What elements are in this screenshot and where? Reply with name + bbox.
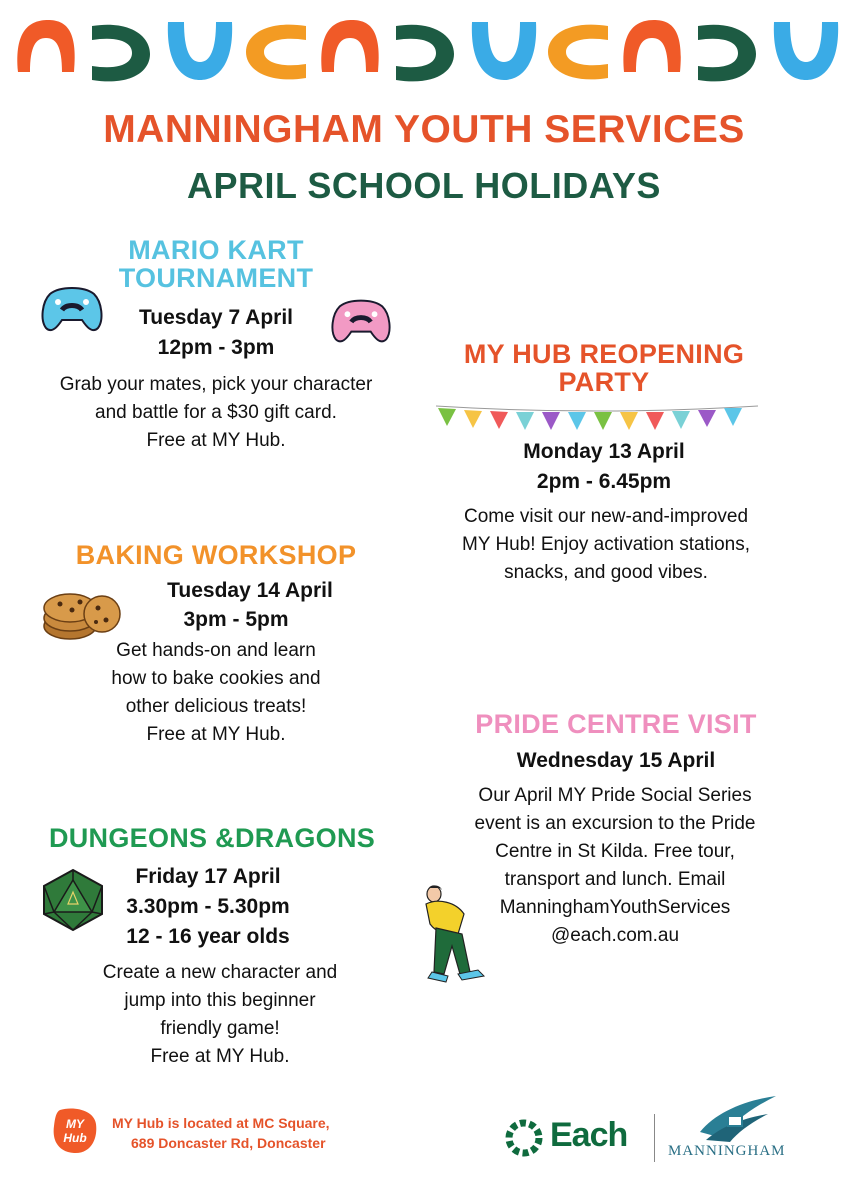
d20-dice-icon bbox=[40, 868, 106, 932]
location-text bbox=[112, 1113, 372, 1153]
event-date: Monday 13 April bbox=[523, 440, 685, 463]
event-description bbox=[420, 503, 792, 587]
desc-line: @each.com.au bbox=[550, 925, 680, 946]
pattern-shape bbox=[92, 25, 150, 82]
event-time: 3.30pm - 5.30pm bbox=[126, 895, 290, 918]
gamepad-icon bbox=[330, 290, 392, 350]
myhub-logo bbox=[50, 1106, 100, 1156]
event-time: 12pm - 3pm bbox=[157, 336, 275, 359]
event-title: PRIDE CENTRE VISIT bbox=[475, 709, 757, 739]
svg-text:MY: MY bbox=[66, 1117, 84, 1131]
event-description bbox=[20, 371, 412, 455]
event-description bbox=[76, 637, 356, 749]
person-illustration bbox=[418, 884, 498, 988]
pattern-shape bbox=[246, 25, 306, 80]
desc-line: transport and lunch. Email bbox=[504, 869, 726, 890]
desc-line: Create a new character and bbox=[102, 962, 338, 983]
desc-line: Grab your mates, pick your character bbox=[59, 374, 373, 395]
event-reopening bbox=[424, 340, 784, 396]
event-title: BAKING WORKSHOP bbox=[75, 540, 357, 570]
location-line: 689 Doncaster Rd, Doncaster bbox=[131, 1135, 326, 1151]
event-title: PARTY bbox=[558, 367, 650, 397]
pattern-shape bbox=[472, 22, 536, 80]
event-title: MARIO KART bbox=[128, 235, 304, 265]
header-pattern bbox=[0, 0, 848, 90]
desc-line: snacks, and good vibes. bbox=[504, 562, 708, 583]
desc-line: MY Hub! Enjoy activation stations, bbox=[462, 534, 750, 555]
gamepad-icon bbox=[40, 280, 104, 336]
desc-line: friendly game! bbox=[160, 1018, 280, 1039]
event-mario-kart bbox=[60, 236, 372, 292]
event-date: Friday 17 April bbox=[135, 865, 281, 888]
svg-text:Hub: Hub bbox=[63, 1131, 87, 1145]
event-title: DUNGEONS &DRAGONS bbox=[48, 823, 376, 853]
desc-line: Our April MY Pride Social Series bbox=[478, 785, 752, 806]
desc-line: other delicious treats! bbox=[125, 696, 307, 717]
desc-line: Free at MY Hub. bbox=[150, 1046, 290, 1067]
each-logo-mark bbox=[502, 1118, 548, 1158]
event-title: TOURNAMENT bbox=[118, 263, 314, 293]
page-title: MANNINGHAM YOUTH SERVICES bbox=[103, 108, 745, 151]
cookies-icon bbox=[40, 582, 122, 644]
desc-line: Centre in St Kilda. Free tour, bbox=[495, 841, 735, 862]
pattern-shape bbox=[17, 20, 74, 72]
pattern-shape bbox=[396, 25, 454, 82]
desc-line: and battle for a $30 gift card. bbox=[95, 402, 337, 423]
event-time: 2pm - 6.45pm bbox=[536, 470, 672, 493]
desc-line: Free at MY Hub. bbox=[146, 724, 286, 745]
desc-line: Come visit our new-and-improved bbox=[463, 506, 749, 527]
desc-line: Get hands-on and learn bbox=[116, 640, 316, 661]
pattern-shape bbox=[774, 22, 838, 80]
pattern-shape bbox=[548, 25, 608, 80]
pattern-shape bbox=[168, 22, 232, 80]
pattern-shape bbox=[623, 20, 680, 72]
event-date: Tuesday 14 April bbox=[167, 579, 333, 602]
pattern-shape bbox=[321, 20, 378, 72]
event-date: Tuesday 7 April bbox=[138, 306, 294, 329]
footer-divider bbox=[654, 1114, 655, 1162]
manningham-logo-mark bbox=[696, 1092, 778, 1144]
page-subtitle: APRIL SCHOOL HOLIDAYS bbox=[187, 165, 661, 206]
bunting-icon bbox=[436, 402, 758, 436]
event-time: 3pm - 5pm bbox=[183, 608, 289, 631]
manningham-logo: MANNINGHAM bbox=[668, 1143, 786, 1159]
desc-line: jump into this beginner bbox=[124, 990, 316, 1011]
each-logo: Each bbox=[550, 1116, 628, 1154]
location-line: MY Hub is located at MC Square, bbox=[112, 1115, 330, 1131]
event-title: MY HUB REOPENING bbox=[463, 339, 745, 369]
event-description bbox=[60, 959, 380, 1071]
pattern-shape bbox=[698, 25, 756, 82]
event-ages: 12 - 16 year olds bbox=[126, 925, 290, 948]
desc-line: event is an excursion to the Pride bbox=[474, 813, 756, 834]
desc-line: Free at MY Hub. bbox=[146, 430, 286, 451]
desc-line: ManninghamYouthServices bbox=[499, 897, 731, 918]
event-date: Wednesday 15 April bbox=[516, 749, 716, 772]
desc-line: how to bake cookies and bbox=[111, 668, 321, 689]
